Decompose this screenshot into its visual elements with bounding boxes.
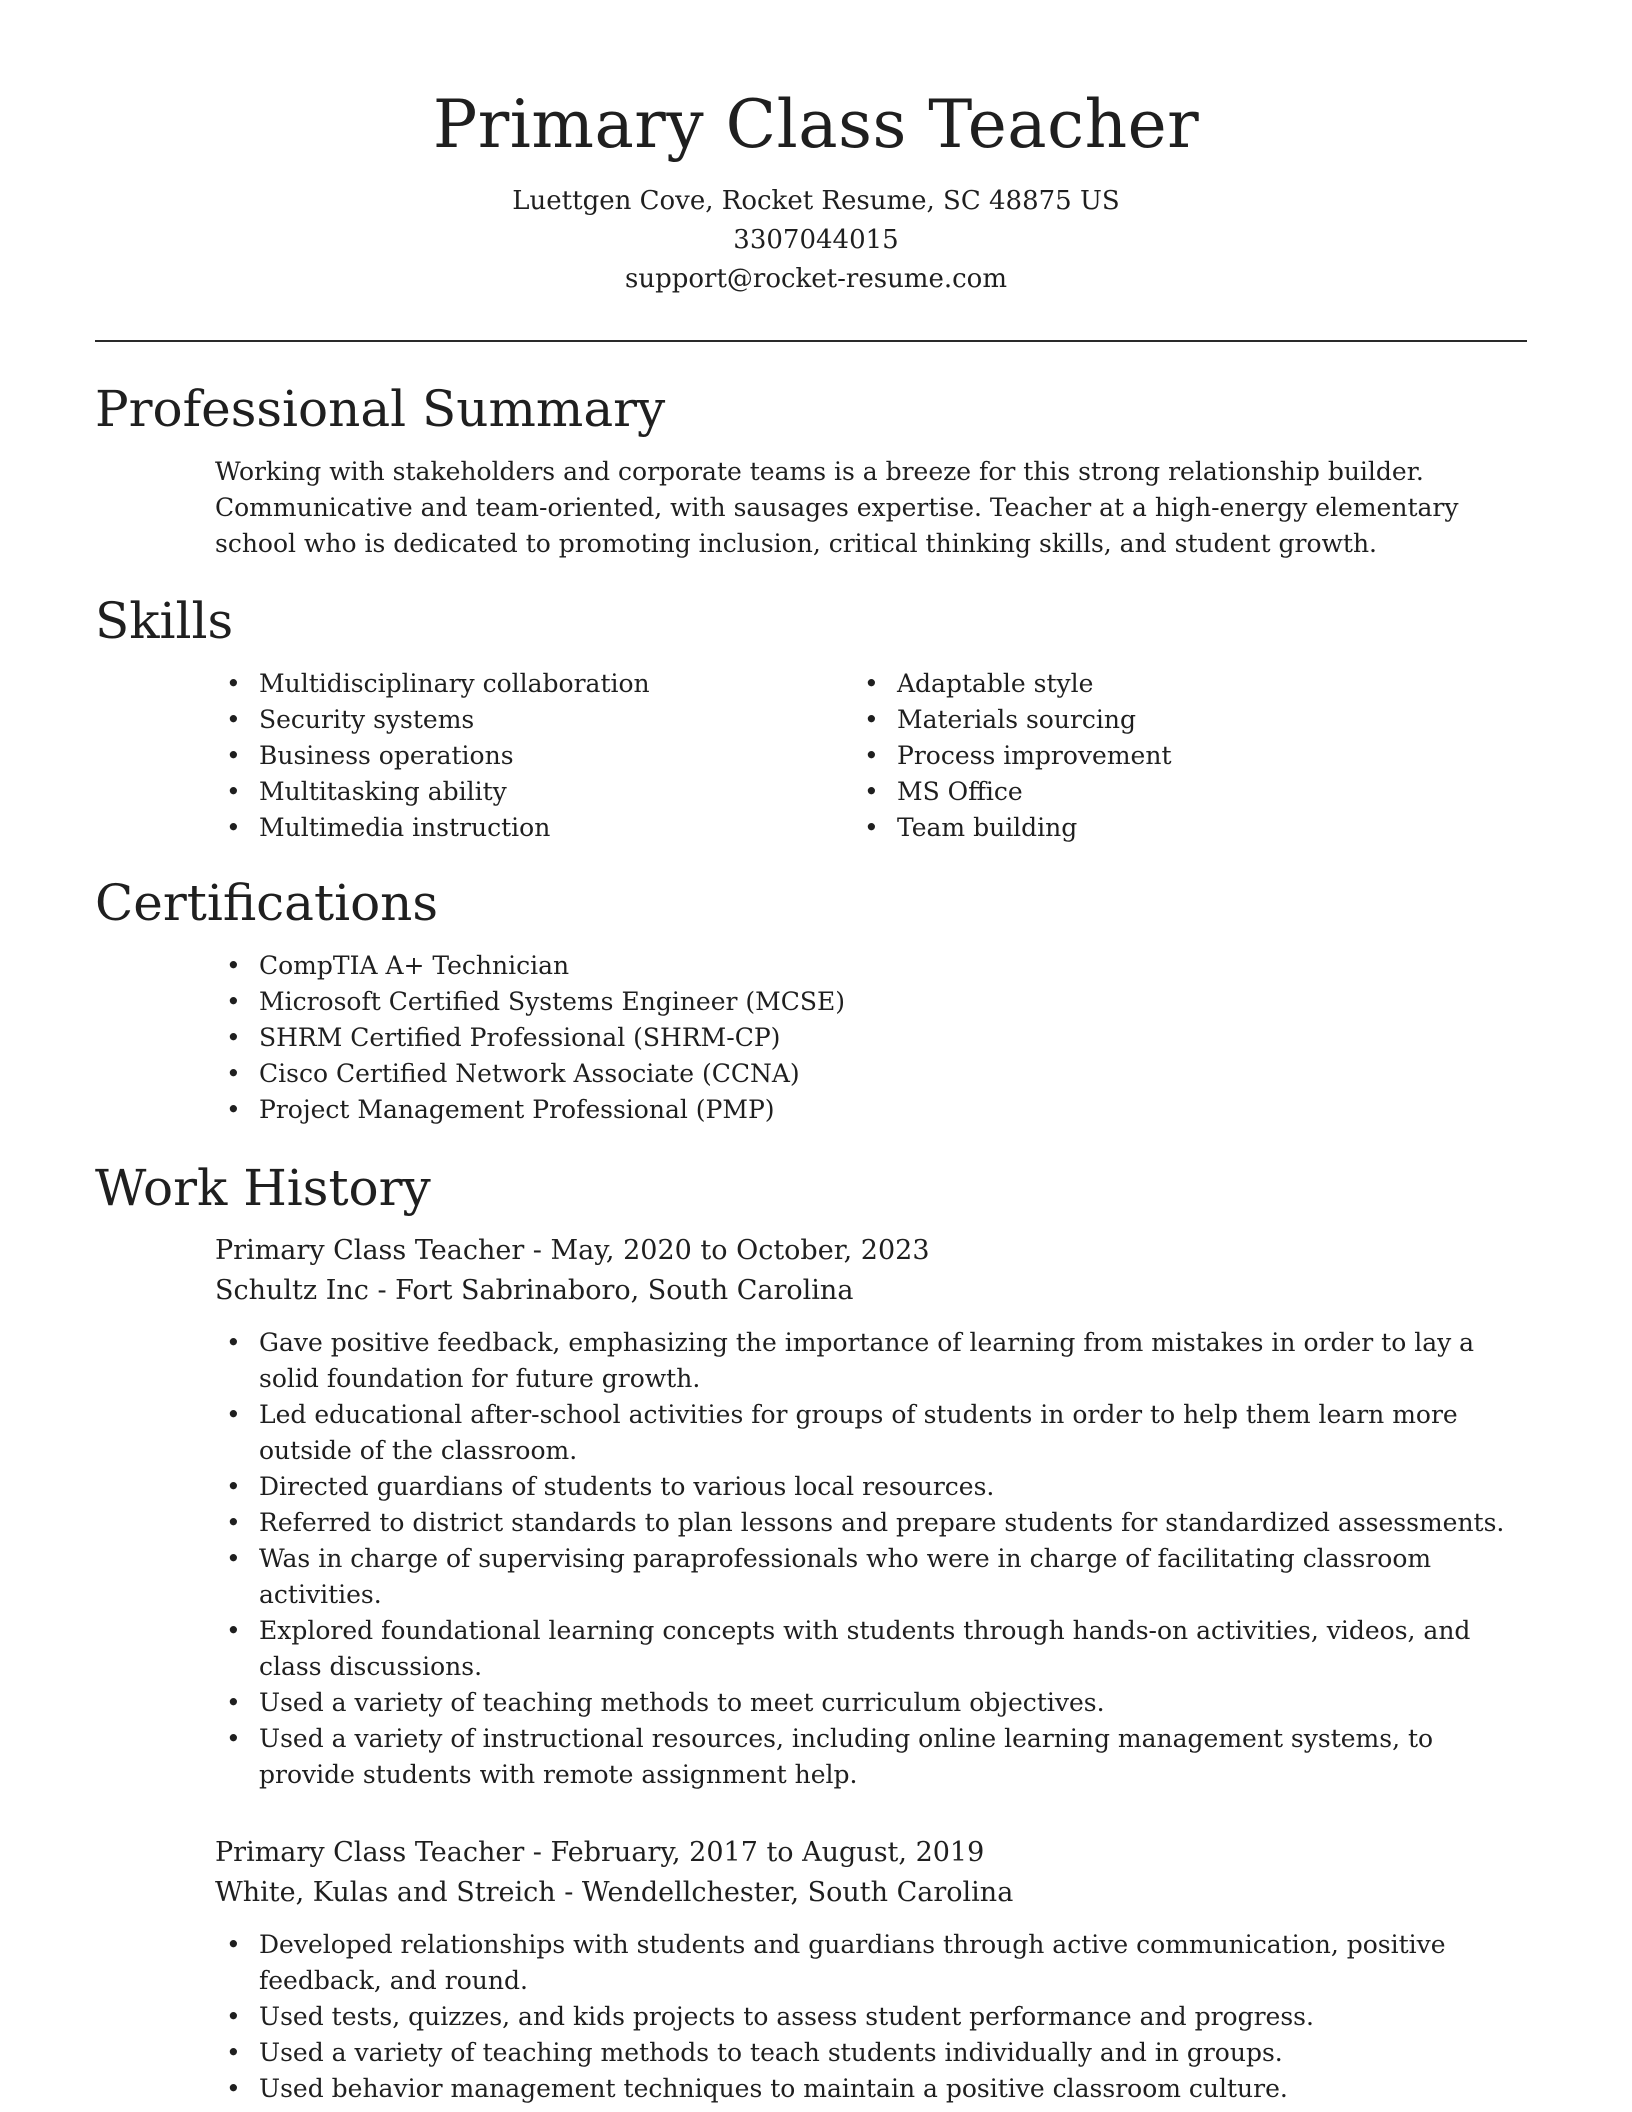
bullet-icon: •: [864, 813, 879, 842]
job-role-dates: Primary Class Teacher - May, 2020 to October, 2023: [215, 1235, 930, 1266]
job-role-dates: Primary Class Teacher - February, 2017 to August, 2019: [215, 1837, 985, 1868]
job-duties-list: [226, 1927, 1519, 2107]
list-item: • Used a variety of teaching methods to teach students individually and in groups.: [259, 2035, 1519, 2071]
list-item: • Used a variety of teaching methods to meet curriculum objectives.: [259, 1685, 1519, 1721]
list-item: • Multitasking ability: [259, 774, 897, 810]
certifications-section: [95, 872, 1535, 1128]
list-item: • CompTIA A+ Technician: [259, 948, 1535, 984]
bullet-icon: •: [226, 1095, 241, 1124]
list-item: • Explored foundational learning concepts with students through hands-on activities, videos, and class discussions.: [259, 1613, 1519, 1685]
contact-address: Luettgen Cove, Rocket Resume, SC 48875 US: [512, 186, 1120, 216]
bullet-icon: •: [226, 705, 241, 734]
summary-heading: Professional Summary: [95, 380, 666, 438]
list-item: • Used tests, quizzes, and kids projects to assess student performance and progress.: [259, 1999, 1519, 2035]
list-item: • Microsoft Certified Systems Engineer (MCSE): [259, 984, 1535, 1020]
resume-header: [0, 80, 1632, 299]
job-company-location: White, Kulas and Streich - Wendellchester, South Carolina: [215, 1877, 1014, 1908]
job-entry: [215, 1833, 1535, 2107]
list-item: • Project Management Professional (PMP): [259, 1092, 1535, 1128]
bullet-icon: •: [226, 777, 241, 806]
bullet-icon: •: [864, 669, 879, 698]
list-item: • Was in charge of supervising paraprofessionals who were in charge of facilitating classroom activities.: [259, 1541, 1519, 1613]
contact-phone: 3307044015: [733, 225, 899, 255]
job-company-location: Schultz Inc - Fort Sabrinaboro, South Carolina: [215, 1275, 854, 1306]
list-item: • Used a variety of instructional resources, including online learning management systems, to provide students with remote assignment help.: [259, 1721, 1519, 1793]
list-item: • Team building: [897, 810, 1535, 846]
bullet-icon: •: [226, 1023, 241, 1052]
job-entry: [215, 1231, 1535, 1793]
list-item: • Cisco Certified Network Associate (CCNA): [259, 1056, 1535, 1092]
list-item: • Adaptable style: [897, 666, 1535, 702]
certifications-heading: Certifications: [95, 874, 439, 932]
list-item: • Materials sourcing: [897, 702, 1535, 738]
bullet-icon: •: [226, 1400, 241, 1429]
certifications-list: [226, 948, 1535, 1128]
skills-list-right: [864, 666, 1535, 846]
list-item: • Multimedia instruction: [259, 810, 897, 846]
bullet-icon: •: [226, 1930, 241, 1959]
bullet-icon: •: [864, 777, 879, 806]
bullet-icon: •: [226, 741, 241, 770]
bullet-icon: •: [226, 1616, 241, 1645]
bullet-icon: •: [226, 1472, 241, 1501]
bullet-icon: •: [226, 1688, 241, 1717]
skills-grid: [226, 666, 1535, 846]
bullet-icon: •: [226, 1544, 241, 1573]
contact-email: support@rocket-resume.com: [624, 264, 1007, 294]
bullet-icon: •: [226, 987, 241, 1016]
candidate-name: Primary Class Teacher: [432, 86, 1200, 163]
bullet-icon: •: [226, 813, 241, 842]
bullet-icon: •: [864, 705, 879, 734]
bullet-icon: •: [226, 951, 241, 980]
header-divider: [95, 340, 1527, 342]
list-item: • Developed relationships with students and guardians through active communication, positive feedback, and round.: [259, 1927, 1519, 1999]
job-duties-list: [226, 1325, 1519, 1793]
list-item: • Gave positive feedback, emphasizing the importance of learning from mistakes in order to lay a solid foundation for future growth.: [259, 1325, 1519, 1397]
summary-section: [95, 378, 1535, 562]
bullet-icon: •: [226, 2074, 241, 2103]
list-item: • Business operations: [259, 738, 897, 774]
skills-heading: Skills: [95, 592, 234, 650]
bullet-icon: •: [226, 1508, 241, 1537]
skills-list-left: [226, 666, 897, 846]
bullet-icon: •: [226, 2038, 241, 2067]
list-item: • Directed guardians of students to various local resources.: [259, 1469, 1519, 1505]
list-item: • SHRM Certified Professional (SHRM-CP): [259, 1020, 1535, 1056]
work-history-heading: Work History: [95, 1159, 431, 1217]
bullet-icon: •: [226, 669, 241, 698]
skills-section: [95, 590, 1535, 846]
bullet-icon: •: [226, 1724, 241, 1753]
bullet-icon: •: [226, 1059, 241, 1088]
list-item: • Security systems: [259, 702, 897, 738]
list-item: • Used behavior management techniques to maintain a positive classroom culture.: [259, 2071, 1519, 2107]
work-history-section: [95, 1157, 1535, 2107]
bullet-icon: •: [226, 2002, 241, 2031]
bullet-icon: •: [864, 741, 879, 770]
summary-text: Working with stakeholders and corporate teams is a breeze for this strong relationship builder. Communicative and team-oriented, with sausages expertise. Teacher at a high-energy elementary school who is dedicated to promoting inclusion, critical thinking skills, and student growth.: [215, 457, 1459, 558]
contact-block: [0, 182, 1632, 299]
list-item: • Led educational after-school activities for groups of students in order to help them learn more outside of the classroom.: [259, 1397, 1519, 1469]
list-item: • Referred to district standards to plan lessons and prepare students for standardized assessments.: [259, 1505, 1519, 1541]
bullet-icon: •: [226, 1328, 241, 1357]
list-item: • Multidisciplinary collaboration: [259, 666, 897, 702]
list-item: • Process improvement: [897, 738, 1535, 774]
list-item: • MS Office: [897, 774, 1535, 810]
